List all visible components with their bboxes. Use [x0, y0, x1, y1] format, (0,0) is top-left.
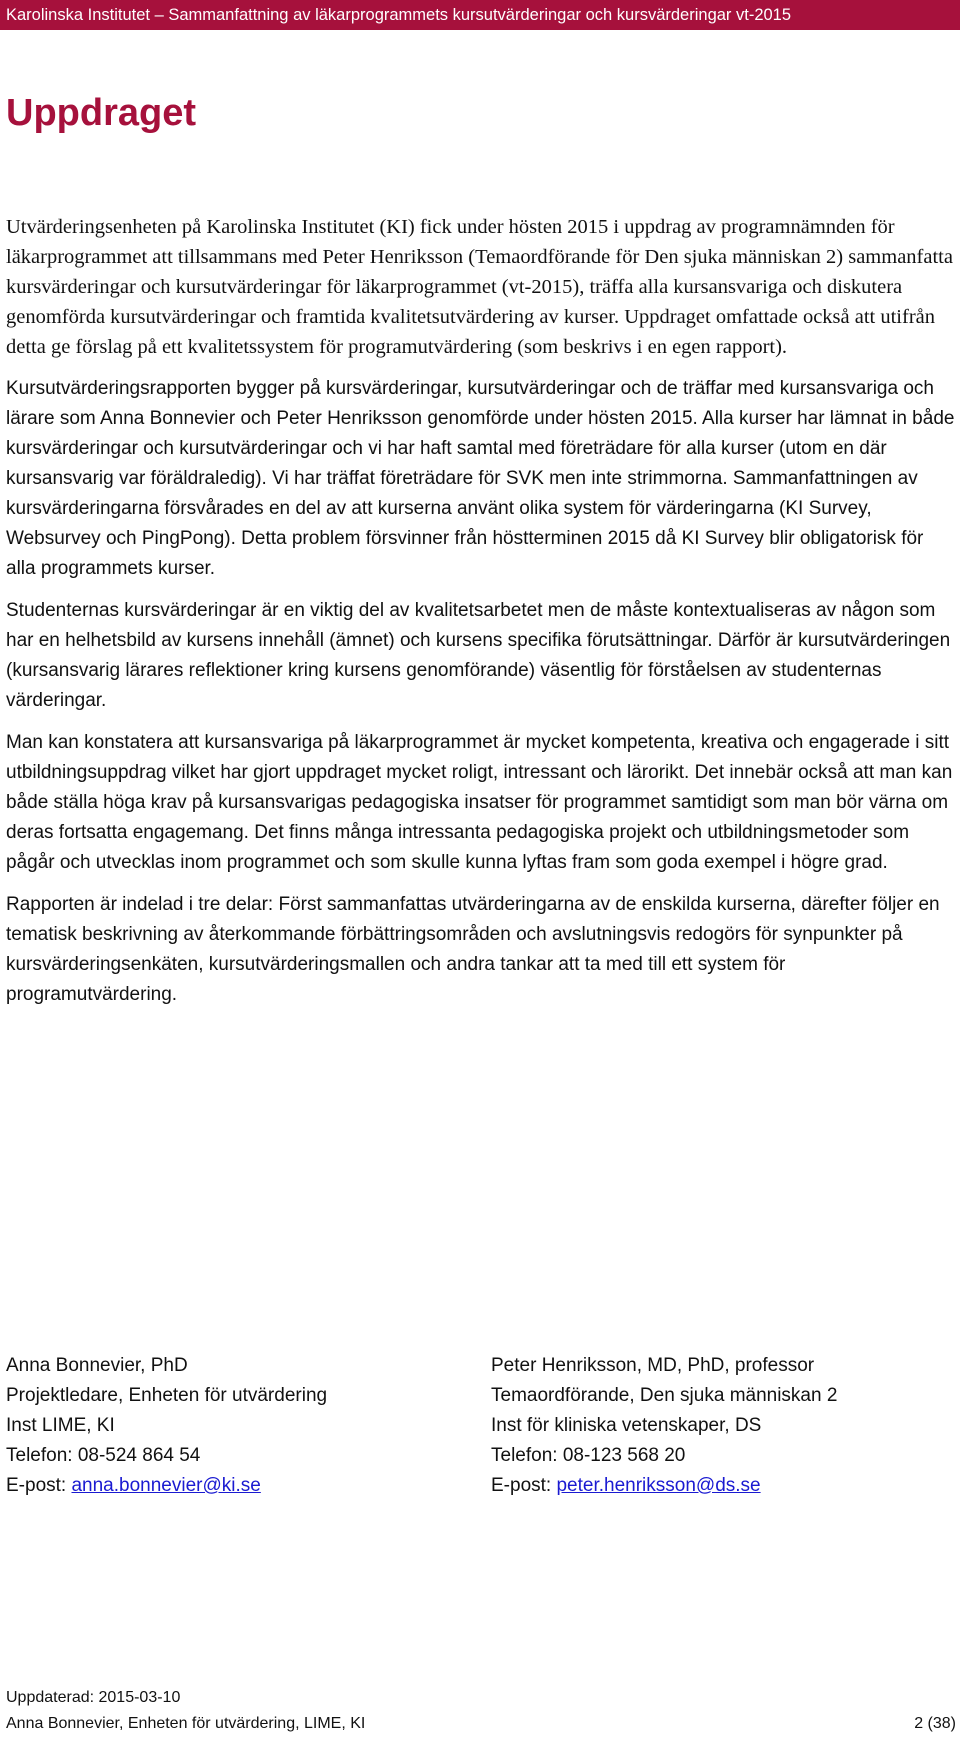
document-body	[6, 212, 956, 1022]
paragraph-course-leaders: Man kan konstatera att kursansvariga på läkarprogrammet är mycket kompetenta, kreativa och engagerade i sitt utbildningsuppdrag vilket har gjort uppdraget mycket roligt, intressant och lärorikt. Det innebär också att man kan både ställa höga krav på kursansvarigas pedagogiska insatser för programmet samtidigt som man bör värna om deras fortsatta engagemang. Det finns många intressanta pedagogiska projekt och utbildningsmetoder som pågår och utvecklas inom programmet och som skulle kunna lyftas fram som goda exempel i högre grad.	[6, 732, 953, 873]
contact-role: Projektledare, Enheten för utvärdering	[6, 1385, 328, 1406]
footer-author: Anna Bonnevier, Enheten för utvärdering, LIME, KI	[6, 1715, 366, 1732]
header-text: Karolinska Institutet – Sammanfattning av läkarprogrammets kursutvärderingar och kursvärderingar vt-2015	[6, 6, 792, 24]
contact-department: Inst LIME, KI	[6, 1415, 115, 1436]
footer-author-row	[6, 1711, 956, 1737]
contact-email-row	[491, 1471, 837, 1501]
contact-card-henriksson	[491, 1351, 837, 1501]
contact-card-bonnevier	[6, 1351, 327, 1501]
email-link-bonnevier[interactable]: anna.bonnevier@ki.se	[71, 1475, 261, 1496]
contact-email-label: E-post:	[6, 1475, 72, 1496]
page-number: 2 (38)	[914, 1715, 956, 1732]
paragraph-assignment: Utvärderingsenheten på Karolinska Institutet (KI) fick under hösten 2015 i uppdrag av programnämnden för läkarprogrammet att tillsammans med Peter Henriksson (Temaordförande för Den sjuka människan 2) sammanfatta kursvärderingar och kursutvärderingar för läkarprogrammet (vt-2015), träffa alla kursansvariga och diskutera genomförda kursutvärderingar och framtida kvalitetsutvärdering av kurser. Uppdraget omfattade också att utifrån detta ge förslag på ett kvalitetssystem för programutvärdering (som beskrivs i en egen rapport).	[6, 216, 953, 358]
page-title: Uppdraget	[6, 92, 196, 134]
contact-email-row	[6, 1471, 327, 1501]
contact-phone: Telefon: 08-123 568 20	[491, 1445, 686, 1466]
contact-name: Anna Bonnevier, PhD	[6, 1355, 188, 1376]
contact-role: Temaordförande, Den sjuka människan 2	[491, 1385, 838, 1406]
paragraph-student-evaluations: Studenternas kursvärderingar är en viktig del av kvalitetsarbetet men de måste kontextualiseras av någon som har en helhetsbild av kursens innehåll (ämnet) och kursens specifika förutsättningar. Därför är kursutvärderingen (kursansvarig lärares reflektioner kring kursens genomförande) väsentlig för förståelsen av studenternas värderingar.	[6, 600, 951, 711]
paragraph-report-structure: Rapporten är indelad i tre delar: Först sammanfattas utvärderingarna av de enskilda kurserna, därefter följer en tematisk beskrivning av återkommande förbättringsområden och avslutningsvis redogörs för synpunkter på kursvärderingsenkäten, kursutvärderingsmallen och andra tankar att ta med till ett system för programutvärdering.	[6, 894, 940, 1005]
contact-phone: Telefon: 08-524 864 54	[6, 1445, 201, 1466]
contact-department: Inst för kliniska vetenskaper, DS	[491, 1415, 762, 1436]
contact-name: Peter Henriksson, MD, PhD, professor	[491, 1355, 815, 1376]
document-header	[0, 0, 960, 30]
footer-updated: Uppdaterad: 2015-03-10	[6, 1689, 181, 1706]
contact-email-label: E-post:	[491, 1475, 557, 1496]
email-link-henriksson[interactable]: peter.henriksson@ds.se	[556, 1475, 761, 1496]
paragraph-report-basis: Kursutvärderingsrapporten bygger på kursvärderingar, kursutvärderingar och de träffar med kursansvariga och lärare som Anna Bonnevier och Peter Henriksson genomförde under hösten 2015. Alla kurser har lämnat in både kursvärderingar och kursutvärderingar och vi har haft samtal med företrädare för alla kurser (utom en där kursansvarig var föräldraledig). Vi har träffat företrädare för SVK men inte strimmorna. Sammanfattningen av kursvärderingarna försvårades en del av att kurserna använt olika system för värderingarna (KI Survey, Websurvey och PingPong). Detta problem försvinner från höstterminen 2015 då KI Survey blir obligatorisk för alla programmets kurser.	[6, 378, 955, 579]
document-footer	[6, 1685, 956, 1737]
